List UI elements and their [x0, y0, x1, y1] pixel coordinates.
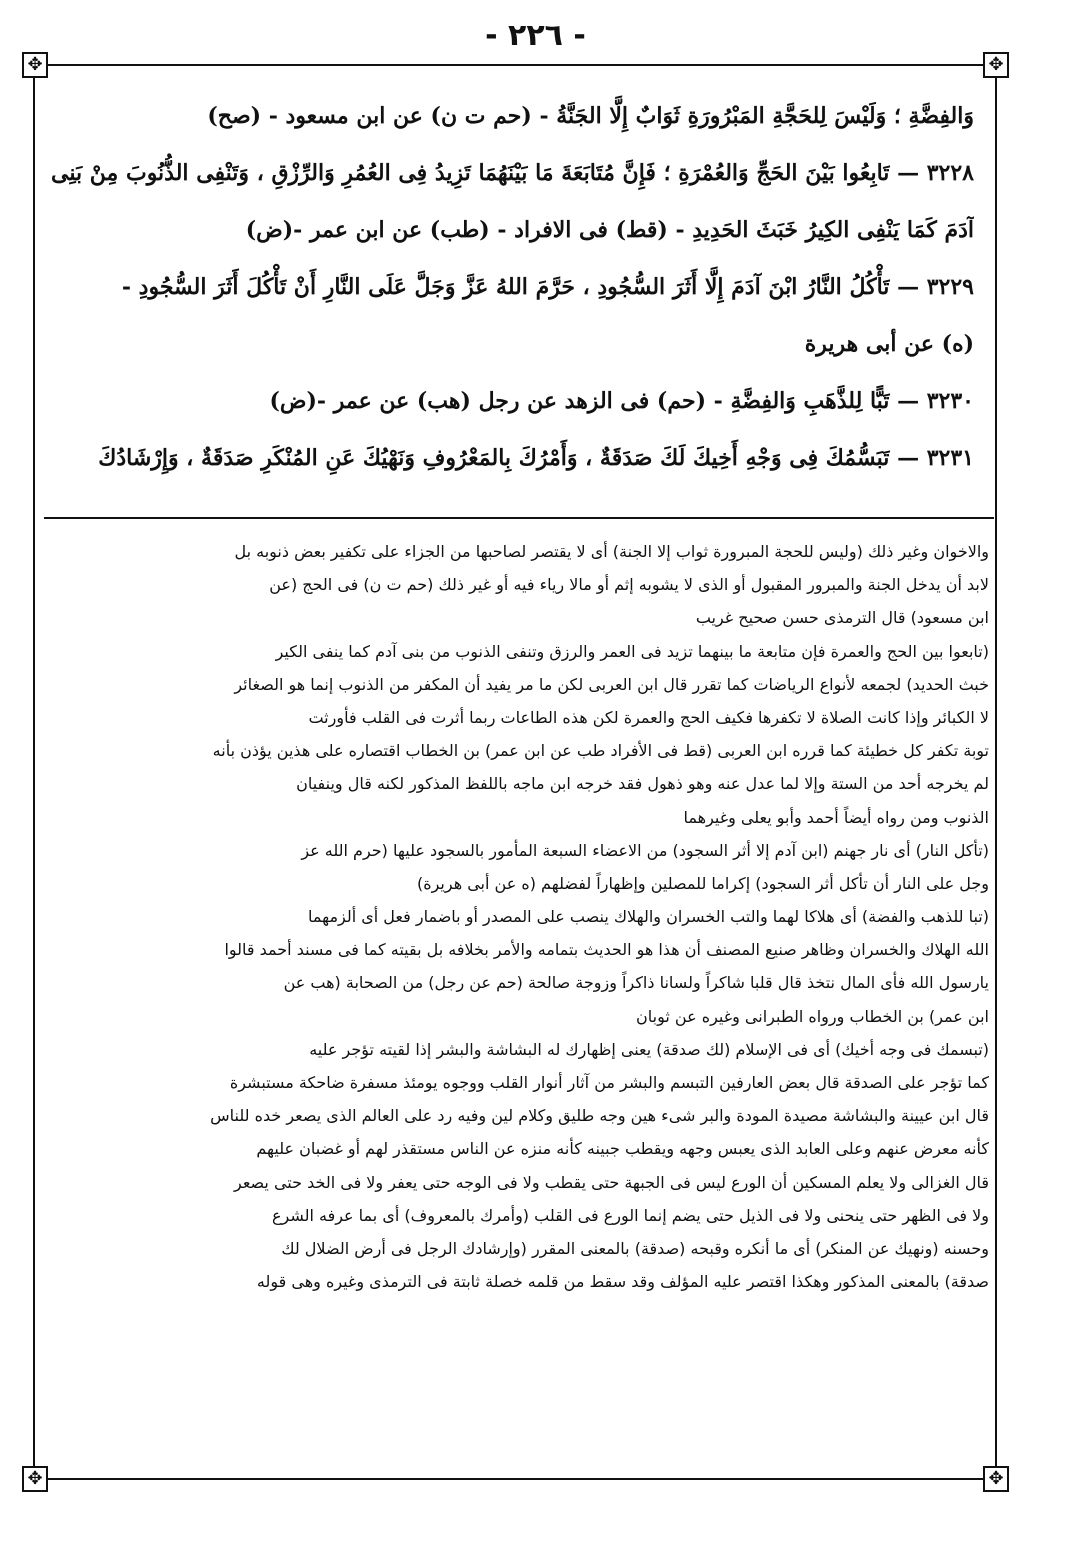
hadith-line: آدَمَ كَمَا يَنْفِى الكِيرُ خَبَثَ الحَدِيدِ - (قط) فى الافراد - (طب) عن ابن عمر -(ض) [245, 217, 974, 243]
frame-right-line [995, 78, 997, 1468]
commentary-line: قال ابن عيينة والبشاشة مصيدة المودة والبر شىء هين وجه طليق وكلام لين وفيه رد على العالم الذى يصعر خده للناس [210, 1106, 989, 1126]
commentary-line: الله الهلاك والخسران وظاهر صنيع المصنف أن هذا هو الحديث بتمامه والأمر بخلافه بل بقيته كما فى مسند أحمد قالوا [224, 940, 989, 960]
ornament-icon: ✥ [22, 1466, 48, 1492]
commentary-line: خبث الحديد) لجمعه لأنواع الرياضات كما تقرر قال ابن العربى لكن ما مر يفيد أن المكفر من الذنوب إنما هو الصغائر [234, 674, 989, 694]
commentary-line: لا الكبائر وإذا كانت الصلاة لا تكفرها فكيف الحج والعمرة لكن هذه الطاعات ربما أثرت فى القلب فأورثت [308, 707, 989, 727]
hadith-text-block [44, 88, 974, 487]
commentary-line: والاخوان وغير ذلك (وليس للحجة المبرورة ثواب إلا الجنة) أى لا يقتصر لصاحبها من الجزاء على تكفير بعض ذنوبه بل [234, 542, 989, 561]
frame-bottom-line [40, 1478, 994, 1480]
commentary-line: وحسنه (ونهيك عن المنكر) أى ما أنكره وقبحه (صدقة) بالمعنى المقرر (وإرشادك الرجل فى أرض الضلال لك [281, 1238, 989, 1258]
commentary-line: لم يخرجه أحد من الستة وإلا لما عدل عنه وهو ذهول فقد خرجه ابن ماجه باللفظ المذكور لكنه قال وينفيان [296, 774, 989, 794]
commentary-line: ابن مسعود) قال الترمذى حسن صحيح غريب [695, 608, 989, 628]
hadith-line: ٣٢٣٠ — تَبًّا لِلذَّهَبِ وَالفِضَّةِ - (حم) فى الزهد عن رجل (هب) عن عمر -(ض) [269, 388, 974, 414]
commentary-line: يارسول الله فأى المال نتخذ قال قلبا شاكراً ولسانا ذاكراً وزوجة صالحة (حم عن رجل) من الصحابة (هب عن [283, 973, 989, 993]
frame-top-line [40, 64, 994, 66]
hadith-line: وَالفِضَّةِ ؛ وَلَيْسَ لِلحَجَّةِ المَبْرُورَةِ ثَوَابٌ إِلَّا الجَنَّةُ - (حم ت ن) عن ابن مسعود - (صح) [207, 103, 974, 129]
commentary-line: ولا فى الظهر حتى ينحنى ولا فى الذيل حتى يضم إنما الورع فى القلب (وأمرك بالمعروف) أى بما عرفه الشرع [271, 1205, 989, 1225]
frame-left-line [33, 78, 35, 1468]
commentary-line: الذنوب ومن رواه أيضاً أحمد وأبو يعلى وغيرهما [683, 807, 989, 827]
page-number: - ٢٢٦ - [485, 18, 586, 53]
commentary-line: (تبا للذهب والفضة) أى هلاكا لهما والتب الخسران والهلاك ينصب على المصدر أو باضمار فعل أى ألزمهما [307, 907, 989, 927]
commentary-text-block [44, 535, 989, 1298]
ornament-icon: ✥ [22, 52, 48, 78]
commentary-line: صدقة) بالمعنى المذكور وهكذا اقتصر عليه المؤلف وقد سقط من قلمه خصلة ثابتة فى الترمذى وغيره وهى قوله [256, 1272, 989, 1292]
ornament-icon: ✥ [983, 1466, 1009, 1492]
commentary-line: كأنه معرض عنهم وعلى العابد الذى يعبس وجهه ويقطب جبينه كأنه منزه عن الناس مستقذر لهم أو غضبان عليهم [256, 1139, 989, 1159]
ornament-icon: ✥ [983, 52, 1009, 78]
hadith-line: (ه) عن أبى هريرة [804, 331, 974, 357]
hadith-line: ٣٢٢٨ — تَابِعُوا بَيْنَ الحَجِّ وَالعُمْرَةِ ؛ فَإِنَّ مُتَابَعَةَ مَا بَيْنَهُمَا تَزِيدُ فِى العُمُرِ وَالرِّزْقِ ، وَتَنْفِى الذُّنُوبَ مِنْ بَنِى [51, 160, 974, 186]
hadith-line: ٣٢٢٩ — تَأْكُلُ النَّارُ ابْنَ آدَمَ إِلَّا أَثَرَ السُّجُودِ ، حَرَّمَ اللهُ عَزَّ وَجَلَّ عَلَى النَّارِ أَنْ تَأْكُلَ أَثَرَ السُّجُودِ - [121, 274, 974, 300]
hadith-line: ٣٢٣١ — تَبَسُّمُكَ فِى وَجْهِ أَخِيكَ لَكَ صَدَقَةٌ ، وَأَمْرُكَ بِالمَعْرُوفِ وَنَهْيُكَ عَنِ المُنْكَرِ صَدَقَةٌ ، وَإِرْشَادُكَ [98, 445, 974, 471]
commentary-line: لابد أن يدخل الجنة والمبرور المقبول أو الذى لا يشوبه إثم أو مالا رياء فيه أو غير ذلك (حم ت ن) فى الحج (عن [269, 575, 989, 595]
commentary-line: (تبسمك فى وجه أخيك) أى فى الإسلام (لك صدقة) يعنى إظهارك له البشاشة والبشر إذا لقيته تؤجر عليه [309, 1039, 989, 1059]
commentary-line: وجل على النار أن تأكل أثر السجود) إكراما للمصلين وإظهاراً لفضلهم (ه عن أبى هريرة) [416, 873, 989, 893]
commentary-line: ابن عمر) بن الخطاب ورواه الطبرانى وغيره عن ثوبان [636, 1006, 989, 1026]
commentary-line: (تابعوا بين الحج والعمرة فإن متابعة ما بينهما تزيد فى العمر والرزق وتنفى الذنوب من بنى آدم كما ينفى الكير [275, 641, 989, 661]
section-divider [44, 517, 994, 519]
commentary-line: (تأكل النار) أى نار جهنم (ابن آدم إلا أثر السجود) من الاعضاء السبعة المأمور بالسجود عليها (حرم الله عز [301, 840, 989, 860]
commentary-line: كما تؤجر على الصدقة قال بعض العارفين التبسم والبشر من آثار أنوار القلب ووجوه يومئذ مسفرة ضاحكة مستبشرة [229, 1073, 989, 1092]
commentary-line: توبة تكفر كل خطيئة كما قرره ابن العربى (قط فى الأفراد طب عن ابن عمر) بن الخطاب اقتصاره على هذين يؤذن بأنه [212, 741, 989, 761]
commentary-line: قال الغزالى ولا يعلم المسكين أن الورع ليس فى الجبهة حتى يقطب ولا فى الوجه حتى يعفر ولا فى الخد حتى يصعر [234, 1172, 989, 1192]
